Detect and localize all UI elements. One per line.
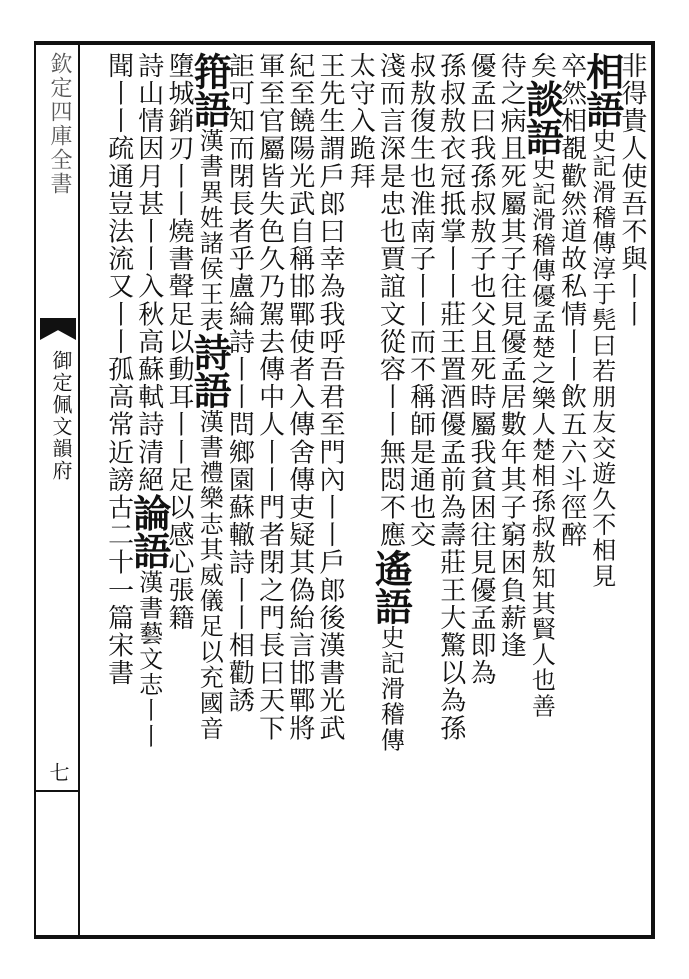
text-segment: 詎可知而閉長者乎盧綸詩丨丨問鄉園蘇轍詩丨丨相勸誘 — [224, 52, 255, 715]
text-segment: 聞丨丨疏通豈法流又丨丨孤高常近謗 — [103, 52, 134, 494]
frame-bottom-rule — [34, 935, 654, 939]
text-segment: 聲足以動耳丨丨足以感心張籍 — [164, 272, 194, 632]
margin-collection-title: 欽定四庫全書 — [47, 52, 72, 196]
text-segment: 詩山情因月甚丨丨入秋高蘇軾詩清絕 — [133, 52, 164, 494]
text-segment: 古二十一篇宋書 — [103, 493, 134, 687]
text-segment: 軍至官屬皆失色久乃駕去傳中人丨丨門者閉之門長曰天下 — [254, 52, 285, 742]
text-segment: 墮城銷刃丨丨燒書 — [164, 52, 194, 273]
headword-char: 遙 — [368, 548, 414, 587]
text-segment: 非得貴人使 — [617, 52, 647, 190]
headword-char: 談 — [519, 79, 565, 118]
text-segment: 優孟曰我孫叔敖子也父且死時屬我貧困往見優孟即為 — [466, 52, 496, 687]
headword-char: 箝 — [187, 52, 233, 90]
headword-char: 詩 — [187, 332, 233, 371]
frame-top-rule — [34, 41, 654, 45]
headword-char: 相 — [579, 52, 625, 90]
margin-tick-rule — [36, 790, 78, 792]
text-segment: 叔敖復生也淮南子丨丨而不稱師是通也交 — [405, 52, 436, 549]
text-segment: 孫叔敖衣冠抵掌丨丨莊王置酒優孟前為壽莊王大驚以為孫 — [435, 52, 466, 742]
margin-page-number: 七 — [46, 762, 70, 784]
text-segment: 淺而言深是忠也賈誼文 — [375, 52, 406, 328]
text-segment: 史記滑稽傳淳于髡曰若朋友交遊久不相見 — [587, 128, 616, 589]
text-segment: 漢書禮樂志其威儀足以充國音 — [195, 408, 224, 742]
text-segment: 待之病且死屬其子往見優孟居數年其子窮困負薪逢 — [496, 52, 527, 660]
text-segment: 史記滑稽傳 — [376, 624, 405, 753]
margin-book-title: 御定佩文韻府 — [49, 350, 73, 482]
headword-char: 語 — [187, 370, 233, 409]
headword-char: 論 — [126, 493, 172, 532]
text-segment: 漢書異姓諸侯王表 — [195, 128, 224, 333]
text-segment: 吾不與丨丨 — [617, 190, 647, 328]
text-segment: 史記滑稽傳優孟楚之樂人楚相孫叔敖知其賢人也善 — [527, 155, 556, 719]
text-segment: 紀至饒陽光武自稱邯鄲使者入傳舍傳吏疑其偽紿言邯鄲將 — [284, 52, 315, 742]
text-segment: 卒然相覩歡然道故私情丨丨飲五六斗徑醉 — [556, 52, 587, 549]
headword-char: 語 — [126, 531, 172, 570]
headword-char: 語 — [187, 90, 233, 128]
text-segment: 從容丨丨無悶不應 — [375, 328, 406, 549]
headword-char: 語 — [579, 90, 625, 128]
headword-char: 語 — [519, 117, 565, 156]
text-segment: 太守入跪拜 — [345, 52, 376, 190]
text-segment: 矣 — [526, 52, 557, 80]
text-segment: 漢書藝文志丨丨 — [134, 569, 163, 749]
frame-right-rule — [651, 41, 655, 939]
headword-char: 語 — [368, 586, 414, 625]
text-segment: 王先生謂戶郎曰幸為我呼吾君至門內丨丨戶郎後漢書光武 — [315, 52, 345, 742]
text-column — [101, 52, 137, 928]
